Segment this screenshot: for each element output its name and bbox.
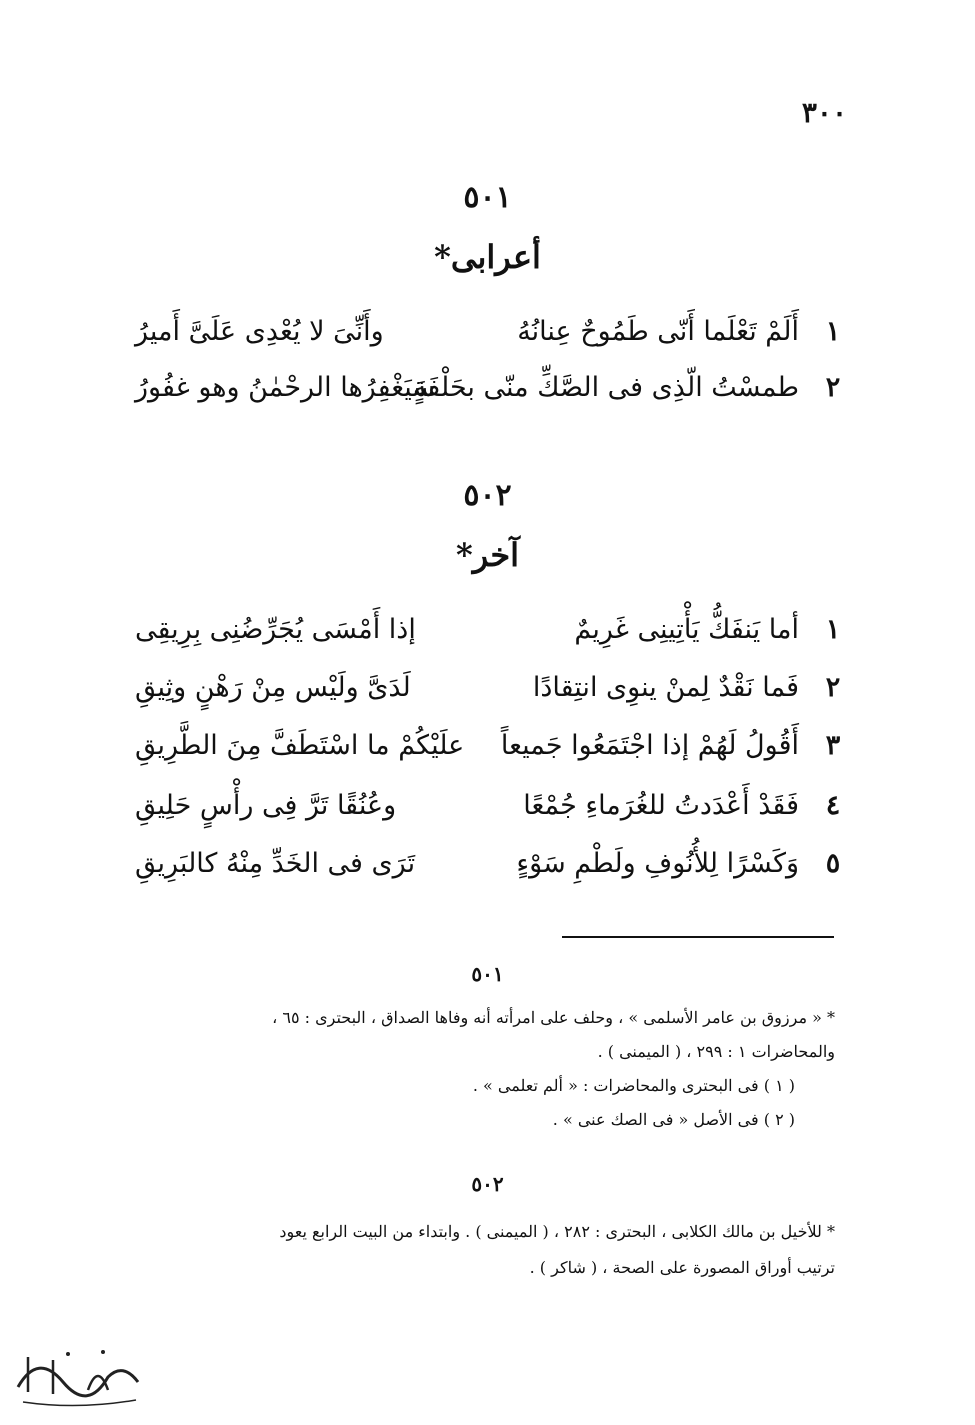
- verse-line: [135, 790, 845, 834]
- poem-title: آخر*: [455, 536, 520, 574]
- verse-first-hemistich: فَما نَقْدٌ لِمنْ ينوِى انتِقادًا: [532, 672, 799, 703]
- footnote-number: ٥٠٢: [471, 1172, 504, 1196]
- footnote-number: ٥٠١: [471, 962, 504, 986]
- verse-line: [135, 614, 845, 658]
- footnote-line: * للأخيل بن مالك الكلابى ، البحترى : ٢٨٢ ، ( الميمنى ) . وابتداء من البيت الرابع يعود: [279, 1222, 835, 1241]
- verse-number: ٣: [825, 730, 841, 761]
- footnote-line: والمحاضرات ١ : ٢٩٩ ، ( الميمنى ) .: [597, 1042, 835, 1061]
- verse-number: ٢: [825, 372, 841, 403]
- footnote-line: ( ١ ) فى البحترى والمحاضرات : « ألم تعلمى » .: [472, 1076, 795, 1095]
- verse-line: [135, 848, 845, 892]
- verse-number: ٥: [825, 848, 841, 879]
- footnote-line: ترتيب أوراق المصورة على الصحة ، ( شاكر ) .: [529, 1258, 835, 1277]
- verse-line: [135, 672, 845, 716]
- verse-line: [135, 316, 845, 360]
- verse-first-hemistich: أَلَمْ تَعْلَما أَنّى طَمُوحٌ عِنانُهُ: [517, 316, 799, 347]
- verse-second-hemistich: إذا أَمْسَى يُجَرِّضُنِى بِرِيقِى: [135, 614, 416, 645]
- verse-first-hemistich: أما يَنفَكُّ يَأْتِينِى غَرِيمٌ: [574, 614, 799, 645]
- verse-first-hemistich: طمسْتُ الّذِى فى الصَّكِّ منّى بحَلْفَةٍ: [412, 372, 799, 403]
- footnote-divider: [562, 936, 834, 938]
- verse-number: ١: [825, 614, 841, 645]
- verse-number: ٤: [825, 790, 841, 821]
- page-number: ٣٠٠: [801, 96, 847, 129]
- poem-number: ٥٠١: [463, 180, 512, 215]
- verse-first-hemistich: أَقُولُ لَهُمْ إذا اجْتَمَعُوا جَميعاً: [500, 730, 799, 761]
- verse-second-hemistich: لَدَىَّ ولَيْس مِنْ رَهْنٍ وثِيقِ: [135, 672, 411, 703]
- verse-first-hemistich: فَقَدْ أَعْدَدتُ للغُرَماءِ جُمْعًا: [523, 790, 799, 821]
- verse-number: ١: [825, 316, 841, 347]
- verse-second-hemistich: سَيَغْفِرُها الرحْمٰنُ وهو غفُورُ: [135, 372, 436, 403]
- verse-line: [135, 730, 845, 774]
- poem-title: أعرابى*: [434, 238, 541, 276]
- footnote-line: ( ٢ ) فى الأصل « فى الصك عنى » .: [552, 1110, 795, 1129]
- verse-number: ٢: [825, 672, 841, 703]
- verse-first-hemistich: وَكَسْرًا لِلأُنُوفِ ولَطْمِ سَوْءٍ: [516, 848, 799, 879]
- footnote-line: * « مرزوق بن عامر الأسلمى » ، وحلف على امرأته أنه وفاها الصداق ، البحترى : ٦٥ ،: [272, 1008, 835, 1027]
- verse-second-hemistich: علَيْكُمْ ما اسْتَطَفَّ مِنَ الطَّرِيقِ: [135, 730, 465, 761]
- verse-second-hemistich: وعُنُقًا تَرَّ فِى رأْسٍ حَلِيقِ: [135, 790, 397, 821]
- verse-second-hemistich: وأَنِّىَ لا يُعْدِى عَلَىَّ أَميرُ: [135, 316, 384, 347]
- watermark-logo: [8, 1332, 148, 1412]
- verse-second-hemistich: تَرَى فى الخَدِّ مِنْهُ كالبَرِيقِ: [135, 848, 416, 879]
- poem-number: ٥٠٢: [463, 478, 512, 513]
- verse-line: [135, 372, 845, 416]
